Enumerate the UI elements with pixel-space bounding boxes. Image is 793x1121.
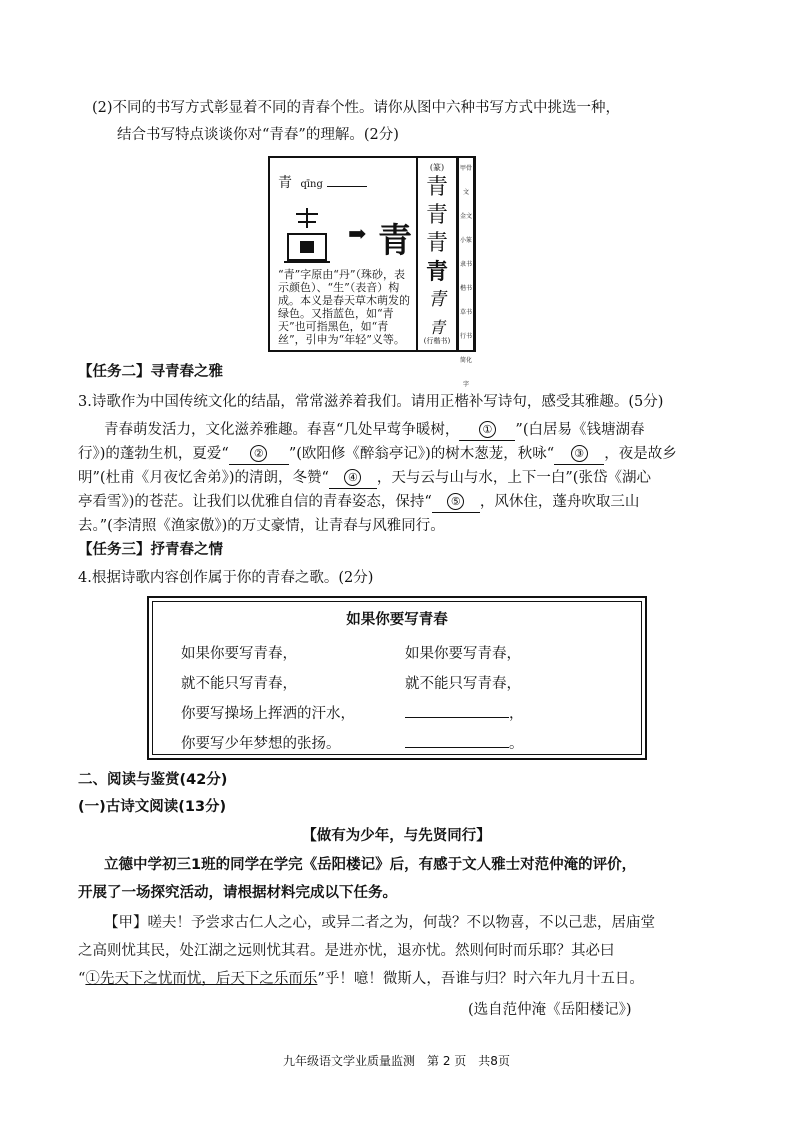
question-4: 4.根据诗歌内容创作属于你的青春之歌。(2分) (78, 570, 374, 586)
blank-1: ① (479, 421, 496, 438)
reading-title: 【做有为少年，与先贤同行】 (302, 828, 491, 844)
task2-para-line5: 去。”(李清照《渔家傲》)的万丈豪情，让青春与风雅同行。 (78, 518, 445, 534)
poem-answer-line2[interactable]: 。 (405, 732, 524, 753)
figure-big-char: 青 (378, 221, 412, 261)
underlined-sentence: ①先天下之忧而忧，后天下之乐而乐 (85, 971, 318, 987)
blank-3: ③ (571, 445, 588, 462)
task2-para-line4: 亭看雪》)的苍茫。让我们以优雅自信的青春姿态，保持“ ⑤ ，风休住，蓬舟吹取三山 (78, 492, 639, 513)
script-tag-top: (篆) (429, 163, 445, 172)
blank-4: ④ (344, 469, 361, 486)
task2-para-line3: 明”(杜甫《月夜忆舍弟》)的清朗，冬赞“ ④ ，天与云与山与水，上下一白”(张岱《湖心 (78, 468, 651, 489)
poem-right-line1: 如果你要写青春， (405, 646, 521, 662)
intro-line1: 立德中学初三1班的同学在学完《岳阳楼记》后，有感于文人雅士对范仲淹的评价， (104, 857, 637, 873)
task3-title: 【任务三】抒青春之情 (78, 542, 223, 558)
figure-heading (278, 172, 367, 192)
poem-left-line4: 你要写少年梦想的张扬。 (181, 736, 341, 752)
oracle-glyph-icon (282, 206, 332, 266)
poem-left-line1: 如果你要写青春， (181, 646, 297, 662)
poem-left-line3: 你要写操场上挥洒的汗水， (181, 706, 355, 722)
poem-left-line2: 就不能只写青春， (181, 676, 297, 692)
figure-explanation: “青”字原由“丹”（珠砂，表示颜色）、“生”（表音）构成。本义是春天草木萌发的绿色。又指蓝色，如“青天”也可指黑色，如“青丝”，引申为“年轻”义等。 (278, 268, 410, 346)
arrow-icon: ➡ (348, 222, 367, 247)
task2-para-line1: 青春萌发活力，文化滋养雅趣。春喜“几处早莺争暖树， ① ”(白居易《钱塘湖春 (104, 420, 645, 441)
question-3: 3.诗歌作为中国传统文化的结晶，常常滋养着我们。请用正楷补写诗句，感受其雅趣。(5分) (78, 394, 664, 410)
section2-sub: (一)古诗文阅读(13分) (78, 799, 227, 815)
figure-pinyin: qīng (300, 179, 323, 190)
figure-char-heading: 青 (278, 175, 292, 191)
page-footer: 九年级语文学业质量监测 第 2 页 共8页 (283, 1054, 510, 1068)
intro-line2: 开展了一场探究活动，请根据材料完成以下任务。 (78, 885, 397, 901)
section2-title: 二、阅读与鉴赏(42分) (78, 772, 228, 788)
poem-box (147, 596, 647, 760)
blank-2: ② (250, 445, 267, 462)
script-variants: 青 青 青 青 青 青 (425, 175, 448, 337)
jia-line1: 【甲】嗟夫！予尝求古仁人之心，或异二者之为，何哉？不以物喜，不以己悲，居庙堂 (104, 915, 655, 931)
blank-5: ⑤ (447, 493, 464, 510)
script-column (416, 156, 458, 352)
script-type-list (458, 156, 474, 388)
jia-line3: “①先天下之忧而忧，后天下之乐而乐”乎！噫！微斯人，吾谁与归？时六年九月十五日。 (78, 971, 644, 987)
poem-answer-line1[interactable]: ， (405, 702, 524, 723)
task2-para-line2: 行》)的蓬勃生机，夏爱“ ② ”(欧阳修《醉翁亭记》)的树木葱茏，秋咏“ ③ ，夜是故乡 (78, 444, 677, 465)
task2-title: 【任务二】寻青春之雅 (78, 364, 223, 380)
poem-title: 如果你要写青春 (346, 612, 448, 628)
question-2-line1: (2)不同的书写方式彰显着不同的青春个性。请你从图中六种书写方式中挑选一种， (92, 100, 621, 116)
source-citation: (选自范仲淹《岳阳楼记》) (468, 1002, 632, 1018)
script-type-items: 甲骨文 金文 小篆 隶书 楷书 草书 行书 简化字 (459, 165, 472, 388)
question-2-line2: 结合书写特点谈谈你对“青春”的理解。(2分) (117, 127, 399, 143)
jia-line2: 之高则忧其民，处江湖之远则忧其君。是进亦忧，退亦忧。然则何时而乐耶？其必曰 (78, 943, 615, 959)
script-tag-bottom: (行楷书) (423, 337, 451, 345)
poem-right-line2: 就不能只写青春， (405, 676, 521, 692)
